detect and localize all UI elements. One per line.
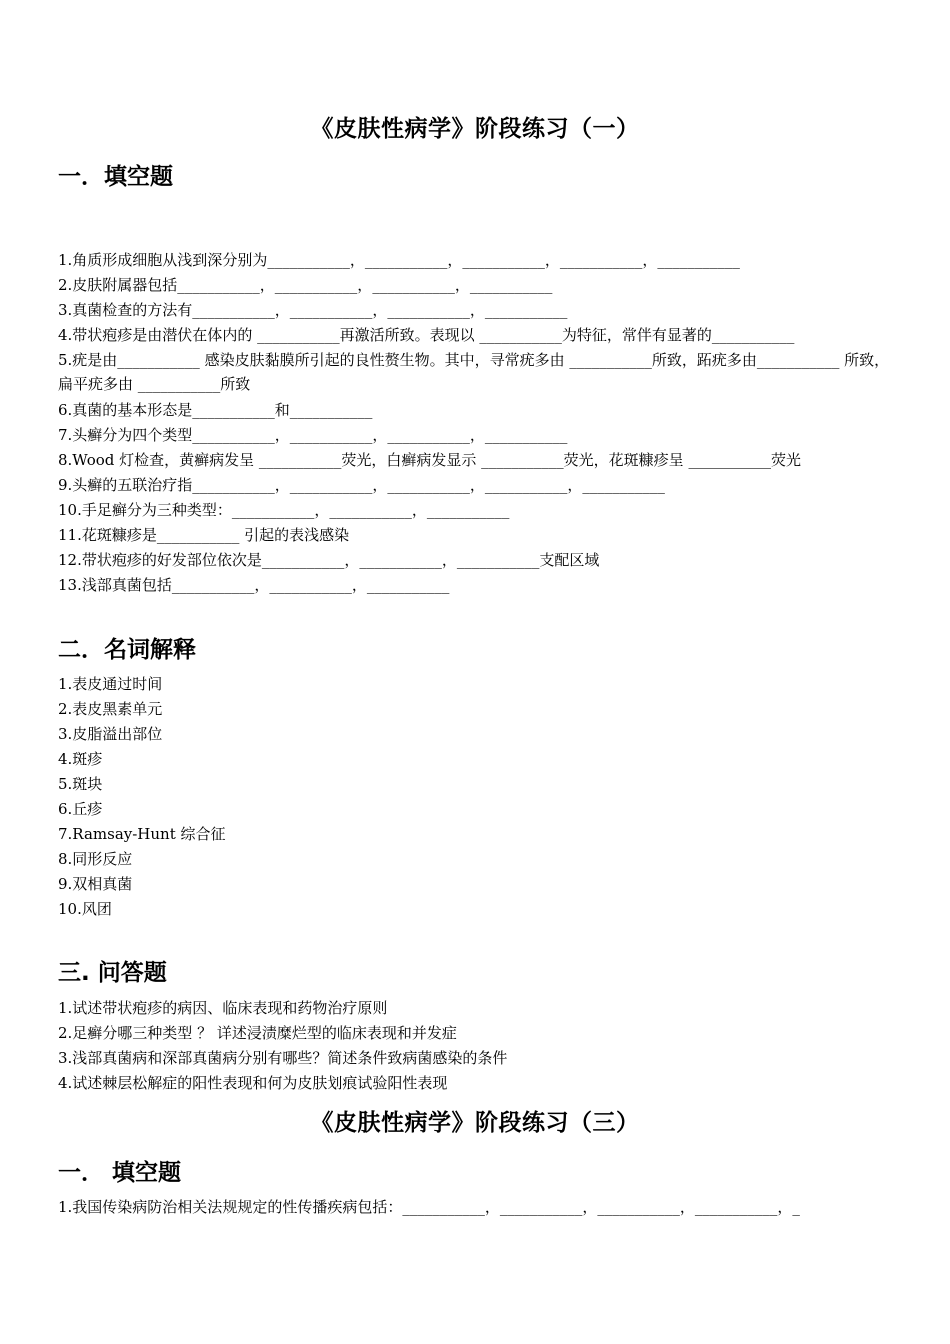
term-item-6: 6.丘疹 xyxy=(58,800,103,818)
term-item-1: 1.表皮通过时间 xyxy=(58,675,163,693)
fill-item-3: 3.真菌检查的方法有___________，___________，___________，___________ xyxy=(58,301,568,319)
fill-item-13: 13.浅部真菌包括___________，___________，___________ xyxy=(58,576,450,594)
term-item-9: 9.双相真菌 xyxy=(58,875,133,893)
section2-heading: 二．名词解释 xyxy=(58,637,196,663)
fill-item-5: 5.疣是由___________ 感染皮肤黏膜所引起的良性赘生物。其中，寻常疣多由 ___________所致，跖疣多由___________ 所致，扁平疣多由 ___________所致 xyxy=(58,351,890,393)
fill-item-6: 6.真菌的基本形态是___________和___________ xyxy=(58,401,373,419)
fill-item-2: 2.皮肤附属器包括___________，___________，___________，___________ xyxy=(58,276,553,294)
section1-heading: 一．填空题 xyxy=(58,164,173,190)
question-item-3: 3.浅部真菌病和深部真菌病分别有哪些？简述条件致病菌感染的条件 xyxy=(58,1049,508,1067)
fill-item-10: 10.手足癣分为三种类型：___________，___________，___________ xyxy=(58,501,510,519)
fill-item-11: 11.花斑糠疹是___________ 引起的表浅感染 xyxy=(58,526,350,544)
fill-item-7: 7.头癣分为四个类型___________，___________，___________，___________ xyxy=(58,426,568,444)
term-item-3: 3.皮脂溢出部位 xyxy=(58,725,163,743)
term-item-2: 2.表皮黑素单元 xyxy=(58,700,163,718)
term-item-10: 10.风团 xyxy=(58,900,112,918)
section3-heading: 三. 问答题 xyxy=(58,960,167,986)
fill-item-1: 1.角质形成细胞从浅到深分别为___________，___________，___________，___________，___________ xyxy=(58,251,740,269)
question-item-2: 2.足癣分哪三种类型 ？ 详述浸渍糜烂型的临床表现和并发症 xyxy=(58,1024,457,1042)
term-item-4: 4.斑疹 xyxy=(58,750,103,768)
doc3-section1-heading: 一． 填空题 xyxy=(58,1160,182,1186)
fill-item-12: 12.带状疱疹的好发部位依次是___________，___________，___________支配区域 xyxy=(58,551,600,569)
question-item-4: 4.试述棘层松解症的阳性表现和何为皮肤划痕试验阳性表现 xyxy=(58,1074,448,1092)
fill-item-4: 4.带状疱疹是由潜伏在体内的 ___________再激活所致。表现以 ___________为特征，常伴有显著的___________ xyxy=(58,326,795,344)
term-item-5: 5.斑块 xyxy=(58,775,103,793)
doc1-title: 《皮肤性病学》阶段练习（一） xyxy=(310,116,640,142)
term-item-7: 7.Ramsay-Hunt 综合征 xyxy=(58,825,226,843)
term-item-8: 8.同形反应 xyxy=(58,850,133,868)
question-item-1: 1.试述带状疱疹的病因、临床表现和药物治疗原则 xyxy=(58,999,388,1017)
fill-item-9: 9.头癣的五联治疗指___________，___________，___________，___________，___________ xyxy=(58,476,665,494)
fill-item-8: 8.Wood 灯检查，黄癣病发呈 ___________荧光，白癣病发显示 ___________荧光，花斑糠疹呈 ___________荧光 xyxy=(58,451,801,469)
doc3-fill-item-1: 1.我国传染病防治相关法规规定的性传播疾病包括：___________，___________，___________，___________，_ xyxy=(58,1198,800,1216)
doc3-title: 《皮肤性病学》阶段练习（三） xyxy=(310,1110,640,1136)
